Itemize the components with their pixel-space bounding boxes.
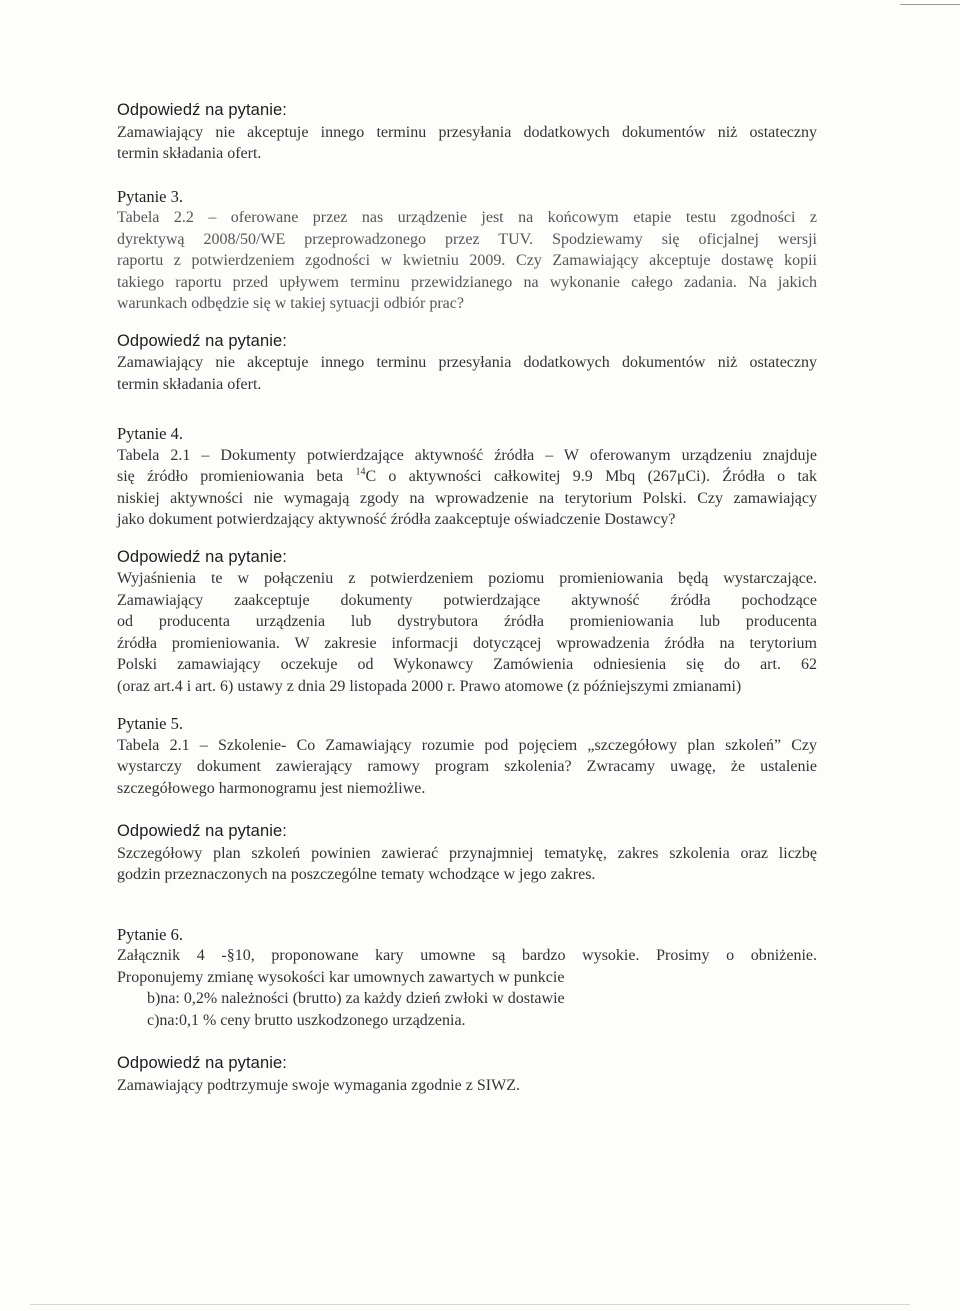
scan-edge-line: [30, 1304, 910, 1305]
answer-text: Zamawiający nie akceptuje innego terminu przesyłania dodatkowych dokumentów niż ostateczny termin składania ofert.: [117, 123, 817, 162]
answer-text: Zamawiający podtrzymuje swoje wymagania zgodnie z SIWZ.: [117, 1076, 520, 1094]
answer-text: Szczegółowy plan szkoleń powinien zawierać przynajmniej tematykę, zakres szkolenia oraz liczbę godzin przeznaczonych na poszczególne tematy wchodzące w jego zakres.: [117, 844, 817, 883]
scan-edge-line: [900, 4, 960, 5]
document-body: [117, 100, 817, 1096]
answer-text: Wyjaśnienia te w połączeniu z potwierdzeniem poziomu promieniowania będą wystarczające. Zamawiający zaakceptuje dokumenty potwierdzające aktywność źródła pochodzące od producenta urządzenia lub dystrybutora źródła promieniowania lub producenta źródła promieniowania. W zakresie informacji dotyczącej wprowadzenia źródła na terytorium Polski zamawiający oczekuje od Wykonawcy Zamówienia odniesienia się do art. 62 (oraz art.4 i art. 6) ustawy z dnia 29 listopada 2000 r. Prawo atomowe (z późniejszymi zmianami): [117, 570, 817, 695]
answer-heading: Odpowiedź na pytanie:: [117, 101, 287, 119]
question-title: Pytanie 4.: [117, 424, 183, 443]
question-text: Tabela 2.2 – oferowane przez nas urządzenie jest na końcowym etapie testu zgodności z dyrektywą 2008/50/WE przeprowadzonego przez TUV. Spodziewamy się oficjalnej wersji raportu z potwierdzeniem zgodności w kwietniu 2009. Czy Zamawiający akceptuje dostawę kopii takiego raportu przed upływem terminu przewidzianego na wykonanie całego zadania. Na jakich warunkach odbędzie się w takiej sytuacji odbiór prac?: [117, 209, 817, 312]
answer-text: Zamawiający nie akceptuje innego terminu przesyłania dodatkowych dokumentów niż ostateczny termin składania ofert.: [117, 354, 817, 393]
answer-heading: Odpowiedź na pytanie:: [117, 547, 287, 566]
question-text: Tabela 2.1 – Szkolenie- Co Zamawiający rozumie pod pojęciem „szczegółowy plan szkoleń” Czy wystarczy dokument zawierający ramowy program szkolenia? Zwracamy uwagę, że ustalenie szczegółowego harmonogramu jest niemożliwe.: [117, 736, 817, 797]
question-title: Pytanie 3.: [117, 186, 183, 206]
question-title: Pytanie 6.: [117, 924, 183, 944]
answer-heading: Odpowiedź na pytanie:: [117, 331, 287, 350]
question-text: Załącznik 4 -§10, proponowane kary umowne są bardzo wysokie. Prosimy o obniżenie. Proponujemy zmianę wysokości kar umownych zawartych w punkcie b)na: 0,2% należności (brutto) za każdy dzień zwłoki w dostawie c)na:0,1 % ceny brutto uszkodzonego urządzenia.: [117, 947, 817, 1029]
question-text: Tabela 2.1 – Dokumenty potwierdzające aktywność źródła – W oferowanym urządzeniu znajduje się źródło promieniowania beta $^{14}$C o aktywności całkowitej 9.9 Mbq (267μCi). Źródła o tak niskiej aktywności nie wymagają zgody na wprowadzenie na terytorium Polski. Czy zamawiający jako dokument potwierdzający aktywność źródła zaakceptuje oświadczenie Dostawcy?: [117, 446, 818, 528]
answer-heading: Odpowiedź na pytanie:: [117, 1054, 287, 1072]
answer-heading: Odpowiedź na pytanie:: [117, 822, 287, 840]
question-title: Pytanie 5.: [117, 714, 183, 733]
